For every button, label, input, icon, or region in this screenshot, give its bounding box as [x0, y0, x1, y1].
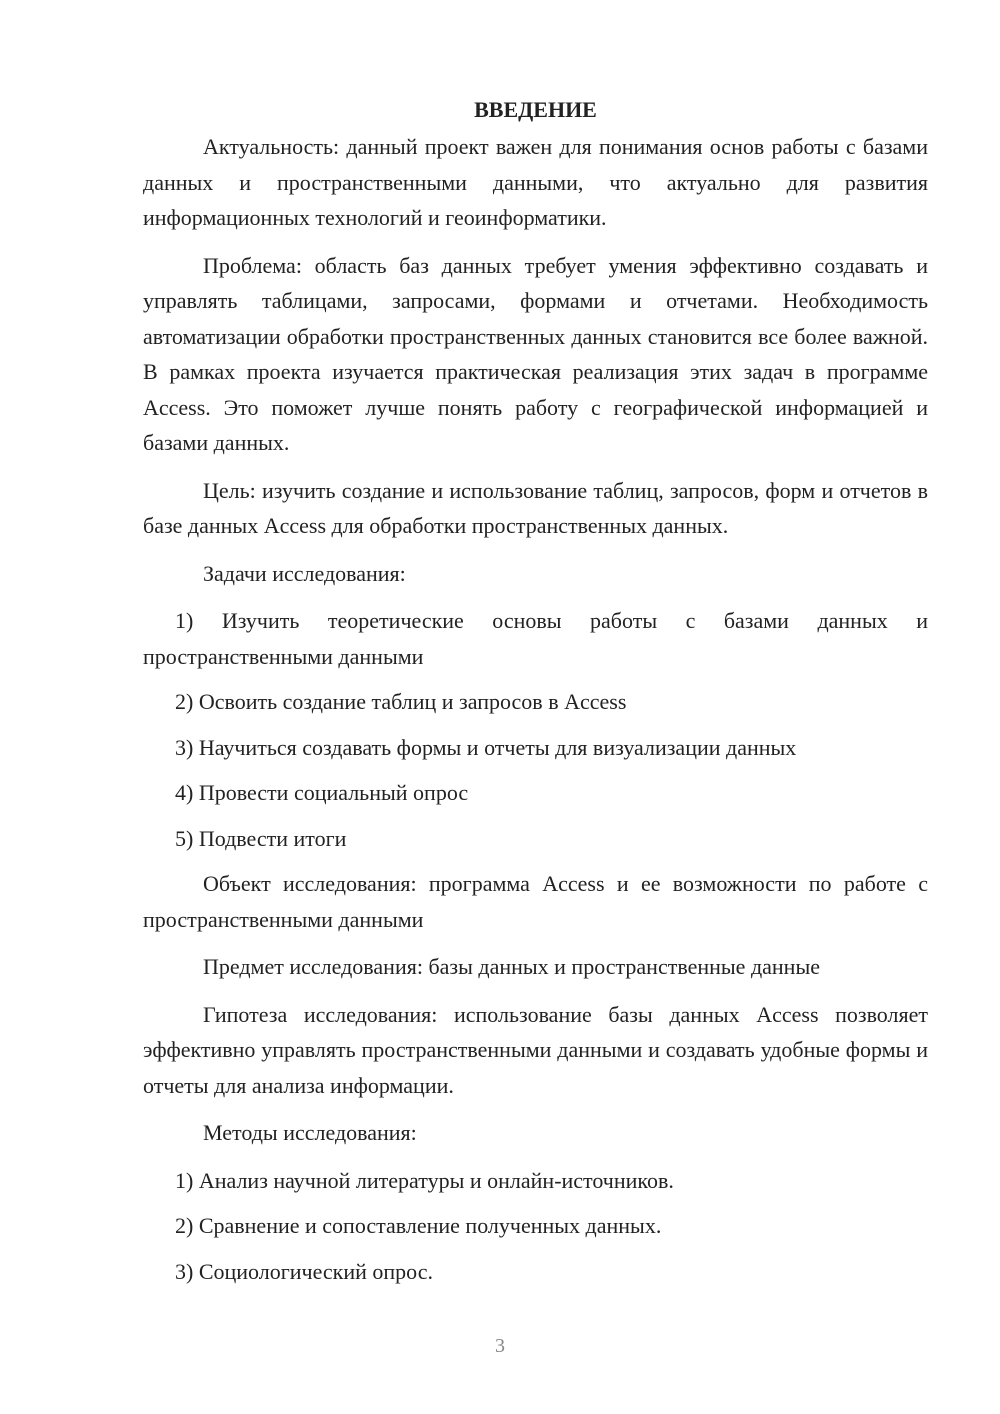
goal-paragraph: Цель: изучить создание и использование таблиц, запросов, форм и отчетов в базе данных Access для обработки пространственных данных. [143, 477, 928, 538]
task-item: 4) Провести социальный опрос [175, 780, 469, 805]
document-page [143, 95, 928, 1299]
relevance-paragraph: Актуальность: данный проект важен для понимания основ работы с базами данных и пространственными данными, что актуально для развития информационных технологий и геоинформатики. [143, 134, 928, 230]
task-item: 1) Изучить теоретические основы работы с базами данных и пространственными данными [143, 608, 928, 669]
method-item: 1) Анализ научной литературы и онлайн-источников. [175, 1167, 674, 1193]
subject-paragraph: Предмет исследования: базы данных и пространственные данные [203, 954, 820, 979]
task-item: 2) Освоить создание таблиц и запросов в Access [175, 689, 627, 714]
method-item: 3) Социологический опрос. [175, 1258, 433, 1284]
task-item: 3) Научиться создавать формы и отчеты для визуализации данных [175, 734, 797, 760]
page-number: 3 [495, 1335, 505, 1357]
object-paragraph: Объект исследования: программа Access и ее возможности по работе с пространственными данными [143, 871, 928, 932]
task-item: 5) Подвести итоги [175, 825, 347, 851]
problem-paragraph: Проблема: область баз данных требует умения эффективно создавать и управлять таблицами, запросами, формами и отчетами. Необходимость автоматизации обработки пространственных данных становится все более важной. В рамках проекта изучается практическая реализация этих задач в программе Access. Это поможет лучше понять работу с географической информацией и базами данных. [143, 252, 928, 455]
methods-heading: Методы исследования: [203, 1120, 417, 1145]
method-item: 2) Сравнение и сопоставление полученных данных. [175, 1213, 662, 1238]
page-title: ВВЕДЕНИЕ [474, 97, 597, 122]
tasks-heading: Задачи исследования: [203, 560, 406, 586]
hypothesis-paragraph: Гипотеза исследования: использование базы данных Access позволяет эффективно управлять пространственными данными и создавать удобные формы и отчеты для анализа информации. [143, 1001, 928, 1098]
